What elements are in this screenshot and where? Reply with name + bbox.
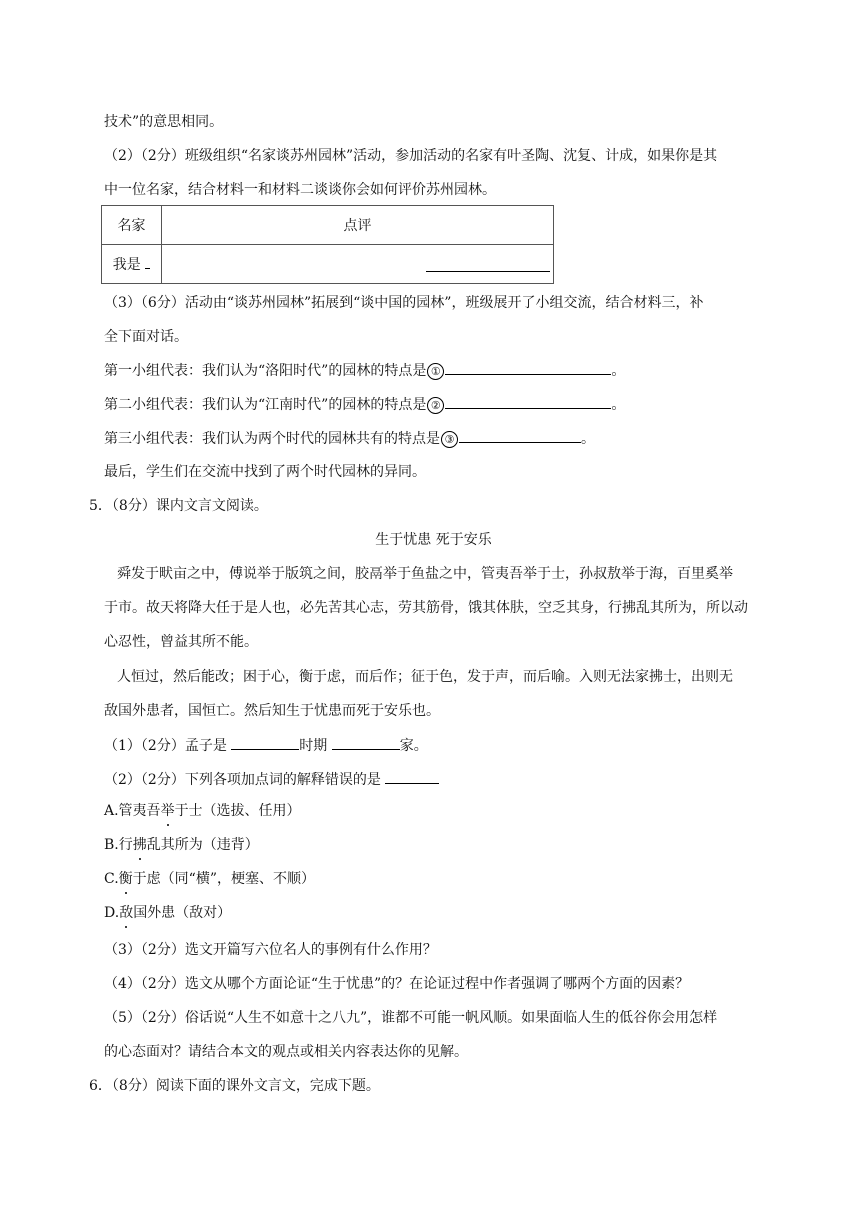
name-blank[interactable]: [145, 254, 150, 269]
option-a-text: A.管夷吾: [104, 803, 161, 819]
option-a-dotted-word: 举: [160, 803, 175, 819]
question-3-text: （3）（6分）活动由“谈苏州园林”拓展到“谈中国的园林”，班级展开了小组交流，结合材料三，补: [104, 295, 704, 311]
question-6-heading: 6．（8分）阅读下面的课外文言文，完成下题。: [89, 1078, 380, 1094]
option-d-dotted-word: 敌: [119, 905, 134, 921]
period: 。: [611, 397, 626, 413]
sub-question-1-text-end: 家。: [399, 738, 428, 754]
passage-p1-end: 心忍性，曾益其所不能。: [104, 634, 258, 650]
option-c-dotted-word: 衡: [118, 871, 133, 887]
answer-number-2: ②: [427, 397, 444, 414]
sub-question-3: （3）（2分）选文开篇写六位名人的事例有什么作用？: [104, 942, 437, 958]
conclusion-text: 最后，学生们在交流中找到了两个时代园林的异同。: [104, 464, 426, 480]
answer-blank-2[interactable]: [445, 394, 611, 409]
answer-number-3: ③: [441, 431, 458, 448]
option-d-text: D.: [104, 905, 120, 921]
review-table: [101, 205, 554, 284]
passage-p2-cont: 敌国外患者，国恒亡。然后知生于忧患而死于安乐也。: [104, 703, 440, 719]
passage-p2: 人恒过，然后能改；困于心，衡于虑，而后作；征于色，发于声，而后喻。入则无法家拂士，出则无: [117, 669, 733, 685]
group-3-line: [104, 428, 595, 449]
answer-blank-3[interactable]: [459, 428, 581, 443]
era-blank[interactable]: [231, 735, 299, 750]
option-d-text-end: 国外患（敌对）: [133, 905, 232, 921]
passage-title: 生于忧患 死于安乐: [375, 532, 492, 548]
table-head-review: 点评: [162, 206, 554, 245]
answer-number-1: ①: [427, 363, 444, 380]
choice-blank[interactable]: [385, 769, 439, 784]
question-2-text-cont: 中一位名家，结合材料一和材料二谈谈你会如何评价苏州园林。: [104, 182, 496, 198]
sub-question-5: （5）（2分）俗话说“人生不如意十之八九”，谁都不可能一帆风顺。如果面临人生的低谷你会用怎样: [104, 1010, 718, 1026]
option-b-text-end: 乱其所为（违背）: [146, 837, 259, 853]
option-c[interactable]: [104, 869, 315, 889]
text-line: 技术”的意思相同。: [104, 114, 224, 130]
table-row-label-cell: [102, 245, 162, 284]
group-1-line: [104, 360, 625, 381]
sub-question-2: [104, 769, 439, 790]
option-a-text-end: 于士（选拔、任用）: [174, 803, 301, 819]
question-2-text: （2）（2分）班级组织“名家谈苏州园林”活动，参加活动的名家有叶圣陶、沈复、计成，如果你是其: [104, 148, 718, 164]
sub-question-1: [104, 735, 428, 756]
table-head-name: 名家: [102, 206, 162, 245]
group-3-text: 第三小组代表：我们认为两个时代的园林共有的特点是: [104, 431, 440, 447]
table-row-label: 我是: [112, 257, 141, 273]
option-c-text-end: 于虑（同“横”，梗塞、不顺）: [132, 871, 315, 887]
option-a[interactable]: [104, 801, 301, 821]
review-blank[interactable]: [426, 257, 550, 272]
sub-question-1-text-mid: 时期: [299, 738, 332, 754]
sub-question-1-text: （1）（2分）孟子是: [104, 738, 232, 754]
review-answer-cell[interactable]: [162, 245, 554, 284]
sub-question-4: （4）（2分）选文从哪个方面论证“生于忧患”的？在论证过程中作者强调了哪两个方面的因素？: [104, 976, 690, 992]
option-b-dotted-word: 拂: [132, 837, 147, 853]
option-d[interactable]: [104, 903, 231, 923]
answer-blank-1[interactable]: [445, 360, 611, 375]
option-b-text: B.行: [104, 837, 133, 853]
period: 。: [611, 363, 626, 379]
group-1-text: 第一小组代表：我们认为“洛阳时代”的园林的特点是: [104, 363, 427, 379]
option-b[interactable]: [104, 835, 259, 855]
option-c-text: C.: [104, 871, 119, 887]
school-blank[interactable]: [332, 735, 400, 750]
passage-p1-cont: 于市。故天将降大任于是人也，必先苦其心志，劳其筋骨，饿其体肤，空乏其身，行拂乱其所为，所以动: [104, 600, 748, 616]
question-5-heading: 5．（8分）课内文言文阅读。: [89, 498, 268, 514]
question-3-text-cont: 全下面对话。: [104, 329, 188, 345]
sub-question-5-cont: 的心态面对？请结合本文的观点或相关内容表达你的见解。: [104, 1044, 468, 1060]
period: 。: [581, 431, 595, 447]
group-2-line: [104, 394, 625, 415]
group-2-text: 第二小组代表：我们认为“江南时代”的园林的特点是: [104, 397, 427, 413]
passage-p1: 舜发于畎亩之中，傅说举于版筑之间，胶鬲举于鱼盐之中，管夷吾举于士，孙叔敖举于海，百里奚举: [117, 566, 733, 582]
sub-question-2-text: （2）（2分）下列各项加点词的解释错误的是: [104, 772, 386, 788]
